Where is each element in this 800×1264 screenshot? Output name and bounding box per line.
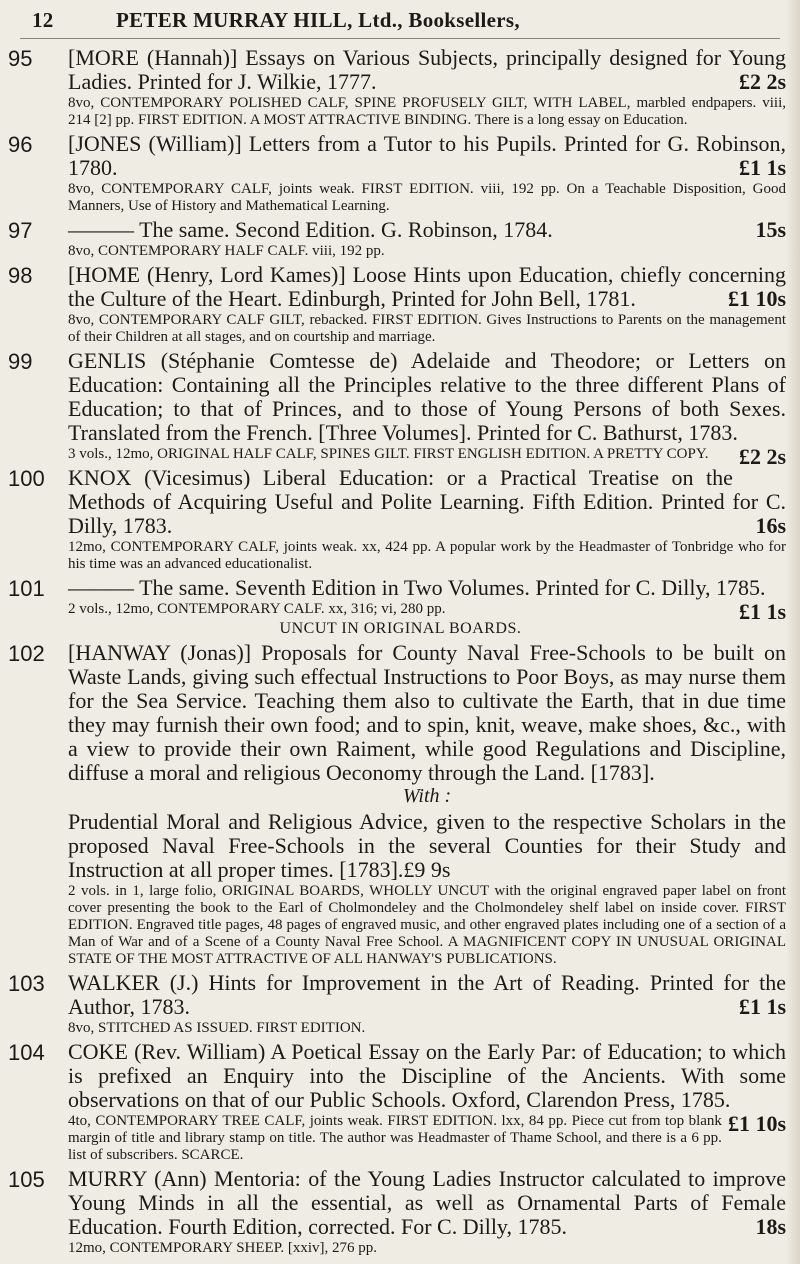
entry-price: 18s (755, 1214, 786, 1239)
entry-title-text: ——— The same. Second Edition. G. Robinson, 1784. (68, 217, 553, 242)
entry-title (68, 466, 786, 538)
entry-description: 8vo, CONTEMPORARY POLISHED CALF, SPINE PROFUSELY GILT, WITH LABEL, marbled endpapers. viii, 214 [2] pp. FIRST EDITION. A MOST ATTRACTIVE BINDING. There is a long essay on Education. (68, 95, 786, 128)
entry-title-text: WALKER (J.) Hints for Improvement in the Art of Reading. Printed for the Author, 1783. (68, 970, 786, 1019)
entry-title (68, 46, 786, 94)
entry-description: 4to, CONTEMPORARY TREE CALF, joints weak. FIRST EDITION. lxx, 84 pp. Piece cut from top blank margin of title and library stamp on title. The author was Headmaster of Thame School, and there is a 6 pp. list of subscribers. SCARCE. (68, 1113, 722, 1163)
entry-description: 3 vols., 12mo, ORIGINAL HALF CALF, SPINES GILT. FIRST ENGLISH EDITION. A PRETTY COPY. (68, 446, 709, 462)
entry-number: 104 (8, 1040, 45, 1065)
entry-number: 99 (8, 349, 33, 374)
entry-description: 2 vols. in 1, large folio, ORIGINAL BOARDS, WHOLLY UNCUT with the original engraved paper label on front cover presenting the book to the Earl of Cholmondeley and the Cholmondeley shelf label on inside cover. FIRST EDITION. Engraved title pages, 48 pages of engraved music, and other engraved plates including one of a section of a Man of War and of a Scene of a County Naval Free School. A MAGNIFICENT COPY IN UNUSUAL ORIGINAL STATE OF THE MOST ATTRACTIVE OF ALL HANWAY'S PUBLICATIONS. (68, 883, 786, 967)
entry-number: 102 (8, 641, 45, 666)
entry-list (0, 46, 800, 1260)
entry-description: 8vo, STITCHED AS ISSUED. FIRST EDITION. (68, 1020, 366, 1036)
catalogue-entry (0, 466, 800, 573)
entry-title-text: GENLIS (Stéphanie Comtesse de) Adelaide and Theodore; or Letters on Education: Containing all the Principles relative to the three different Plans of Education; to that of Princes, and to those of Young Persons of both Sexes. Translated from the French. [Three Volumes]. Printed for C. Bathurst, 1783. (68, 348, 786, 445)
with-label: With : (402, 785, 452, 807)
entry-price: £1 10s (727, 1111, 786, 1136)
entry-title (68, 971, 786, 1019)
entry-price: 15s (755, 217, 786, 242)
entry-title (68, 641, 786, 785)
page-edge (786, 0, 800, 1264)
entry-number: 98 (8, 263, 33, 288)
page-header (20, 8, 780, 39)
catalogue-entry (0, 263, 800, 346)
entry-subtitle-text: Prudential Moral and Religious Advice, given to the respective Scholars in the proposed Naval Free-Schools in the several Counties for their Study and Instruction at all proper times. [1783]. (68, 809, 786, 882)
catalogue-entry (0, 132, 800, 215)
page-number: 12 (32, 8, 54, 32)
entry-title-text: [MORE (Hannah)] Essays on Various Subjects, principally designed for Young Ladies. Printed for J. Wilkie, 1777. (68, 45, 786, 94)
entry-title-text: MURRY (Ann) Mentoria: of the Young Ladies Instructor calculated to improve Young Minds in all the essential, as well as Ornamental Parts of Female Education. Fourth Edition, corrected. For C. Dilly, 1785. (68, 1166, 786, 1239)
catalogue-entry (0, 641, 800, 968)
entry-subtitle (68, 810, 786, 882)
entry-price: £9 9s (403, 857, 451, 882)
entry-description: 8vo, CONTEMPORARY CALF GILT, rebacked. FIRST EDITION. Gives Instructions to Parents on the management of their Children at all stages, and on courtship and marriage. (68, 312, 786, 345)
entry-title-text: COKE (Rev. William) A Poetical Essay on the Early Par: of Education; to which is prefixed an Enquiry into the Discipline of the Ancients. With some observations on that of our Public Schools. Oxford, Clarendon Press, 1785. (68, 1039, 786, 1112)
entry-description: 2 vols., 12mo, CONTEMPORARY CALF. xx, 316; vi, 280 pp. (68, 601, 446, 617)
entry-price: £1 1s (738, 994, 786, 1019)
entry-number: 101 (8, 576, 45, 601)
entry-title-text: [JONES (William)] Letters from a Tutor to his Pupils. Printed for G. Robinson, 1780. (68, 131, 786, 180)
entry-number: 97 (8, 218, 33, 243)
entry-number: 95 (8, 46, 33, 71)
catalogue-entry (0, 1167, 800, 1257)
catalogue-entry (0, 971, 800, 1037)
entry-price: 16s (755, 513, 786, 538)
catalogue-entry (0, 348, 800, 469)
entry-number: 96 (8, 132, 33, 157)
entry-number: 103 (8, 971, 45, 996)
entry-title (68, 218, 786, 242)
entry-title-text: [HANWAY (Jonas)] Proposals for County Naval Free-Schools to be built on Waste Lands, giving such effectual Instructions to Poor Boys, as may nurse them for the Sea Service. Teaching them also to cultivate the Earth, that in due time they may furnish their own food; and to spin, knit, weave, make shoes, &c., with a view to provide their own Raiment, while good Regulations and Discipline, diffuse a moral and religious Oeconomy through the Land. [1783]. (68, 640, 786, 785)
entry-price: £2 2s (738, 69, 786, 94)
catalogue-entry (0, 1040, 800, 1164)
entry-title (68, 1039, 786, 1136)
entry-title-text: ——— The same. Seventh Edition in Two Volumes. Printed for C. Dilly, 1785. (68, 575, 766, 600)
entry-title (68, 132, 786, 180)
entry-price: £2 2s (738, 444, 786, 469)
entry-description: 12mo, CONTEMPORARY CALF, joints weak. xx, 424 pp. A popular work by the Headmaster of Tonbridge who for his time was an advanced educationalist. (68, 539, 786, 572)
entry-note: UNCUT IN ORIGINAL BOARDS. (279, 620, 522, 637)
entry-title-text: [HOME (Henry, Lord Kames)] Loose Hints upon Education, chiefly concerning the Culture of the Heart. Edinburgh, Printed for John Bell, 1781. (68, 262, 786, 311)
catalogue-entry (0, 218, 800, 260)
entry-title (68, 1167, 786, 1239)
entry-number: 100 (8, 466, 45, 491)
entry-price: £1 10s (727, 286, 786, 311)
entry-price: £1 1s (738, 599, 786, 624)
entry-description: 8vo, CONTEMPORARY HALF CALF. viii, 192 pp. (68, 243, 385, 259)
entry-title (68, 263, 786, 311)
running-title: PETER MURRAY HILL, Ltd., Booksellers, (116, 8, 520, 32)
entry-description: 8vo, CONTEMPORARY CALF, joints weak. FIRST EDITION. viii, 192 pp. On a Teachable Disposition, Good Manners, Use of History and Mathematical Learning. (68, 181, 786, 214)
catalogue-entry (0, 576, 800, 638)
entry-number: 105 (8, 1167, 45, 1192)
catalogue-entry (0, 46, 800, 129)
entry-description: 12mo, CONTEMPORARY SHEEP. [xxiv], 276 pp. (68, 1240, 378, 1256)
entry-price: £1 1s (738, 155, 786, 180)
entry-title-text: KNOX (Vicesimus) Liberal Education: or a Practical Treatise on the Methods of Acquiring Useful and Polite Learning. Fifth Edition. Printed for C. Dilly, 1783. (68, 465, 786, 538)
